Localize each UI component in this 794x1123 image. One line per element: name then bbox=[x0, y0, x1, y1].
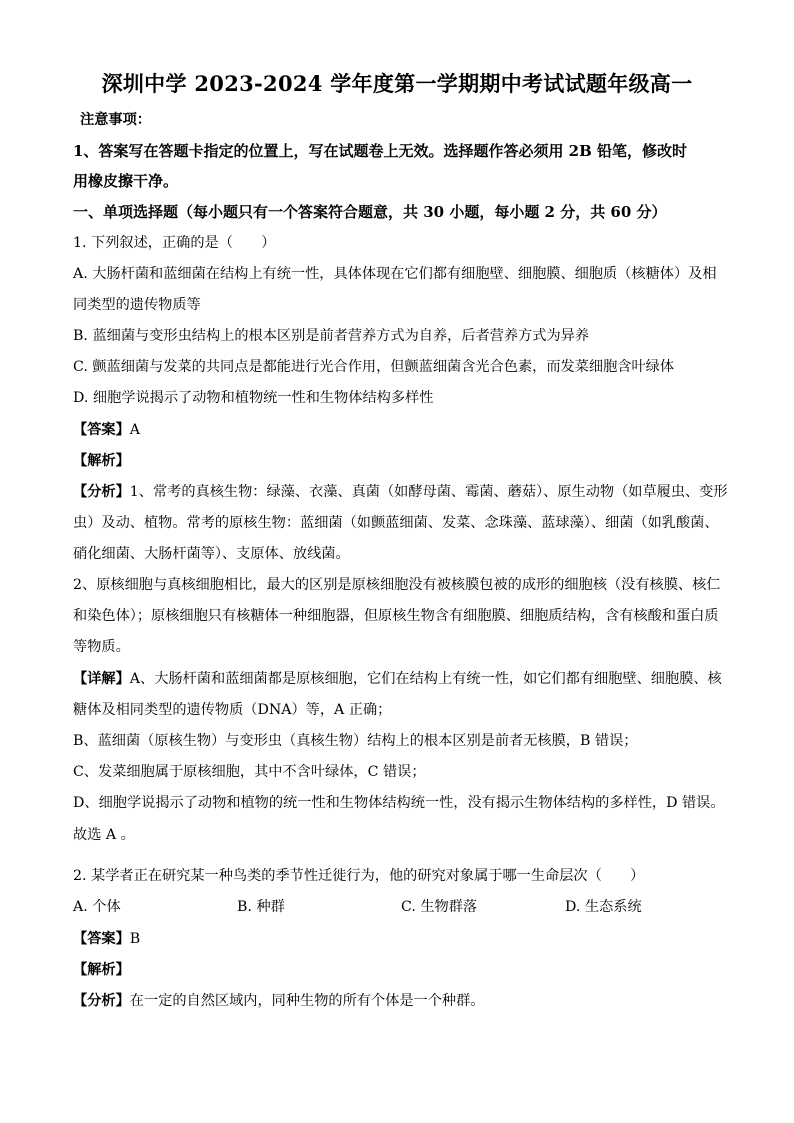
fenxi-tag: 【分析】 bbox=[73, 993, 130, 1009]
section-heading: 一、单项选择题（每小题只有一个答案符合题意，共 30 小题，每小题 2 分，共 60 分） bbox=[73, 203, 667, 221]
question-1-option-b: B. 蓝细菌与变形虫结构上的根本区别是前者营养方式为自养，后者营养方式为异养 bbox=[73, 328, 590, 344]
fenxi-tag: 【分析】 bbox=[73, 484, 130, 500]
analysis-line bbox=[73, 482, 733, 502]
question-1-stem: 1. 下列叙述，正确的是（ ） bbox=[73, 235, 276, 251]
question-1-answer bbox=[73, 420, 733, 440]
question-2-option-b: B. 种群 bbox=[237, 899, 285, 915]
question-2-analysis bbox=[73, 991, 733, 1011]
answer-tag: 【答案】 bbox=[73, 422, 130, 438]
analysis-line: 等物质。 bbox=[73, 639, 130, 655]
question-2-stem: 2. 某学者正在研究某一种鸟类的季节性迁徙行为，他的研究对象属于哪一生命层次（ ） bbox=[73, 868, 645, 884]
question-1-option-a-cont: 同类型的遗传物质等 bbox=[73, 297, 201, 313]
detail-text: A、大肠杆菌和蓝细菌都是原核细胞，它们在结构上有统一性，如它们都有细胞壁、细胞膜、核 bbox=[129, 671, 722, 687]
detail-line bbox=[73, 669, 733, 689]
detail-line: 故选 A 。 bbox=[73, 827, 135, 843]
question-1-option-a: A. 大肠杆菌和蓝细菌在结构上有统一性，具体体现在它们都有细胞壁、细胞膜、细胞质（核糖体）及相 bbox=[73, 266, 717, 282]
answer-tag: 【答案】 bbox=[73, 931, 130, 947]
detail-line: B、蓝细菌（原核生物）与变形虫（真核生物）结构上的根本区别是前者无核膜，B 错误； bbox=[73, 733, 638, 749]
question-2-option-c: C. 生物群落 bbox=[401, 899, 478, 915]
question-2-answer bbox=[73, 929, 733, 949]
analysis-line: 硝化细菌、大肠杆菌等）、支原体、放线菌。 bbox=[73, 546, 350, 562]
detail-line: C、发菜细胞属于原核细胞，其中不含叶绿体，C 错误； bbox=[73, 764, 426, 780]
notice-heading: 注意事项： bbox=[80, 112, 151, 128]
analysis-line: 虫）及动、植物。常考的原核生物：蓝细菌（如颤蓝细菌、发菜、念珠藻、蓝球藻）、细菌（如乳酸菌、 bbox=[73, 515, 719, 531]
detail-line: D、细胞学说揭示了动物和植物的统一性和生物体结构统一性，没有揭示生物体结构的多样性，D 错误。 bbox=[73, 795, 725, 811]
question-2-analysis-tag: 【解析】 bbox=[73, 962, 130, 978]
page-title: 深圳中学 2023-2024 学年度第一学期期中考试试题年级高一 bbox=[101, 71, 693, 96]
analysis-line: 2、原核细胞与真核细胞相比，最大的区别是原核细胞没有被核膜包被的成形的细胞核（没有核膜、核仁 bbox=[73, 577, 721, 593]
analysis-line: 和染色体）；原核细胞只有核糖体一种细胞器，但原核生物含有细胞膜、细胞质结构，含有核酸和蛋白质 bbox=[73, 608, 719, 624]
analysis-text: 在一定的自然区域内，同种生物的所有个体是一个种群。 bbox=[129, 993, 485, 1009]
question-1-option-c: C. 颤蓝细菌与发菜的共同点是都能进行光合作用，但颤蓝细菌含光合色素，而发菜细胞含叶绿体 bbox=[73, 359, 675, 375]
question-2-option-d: D. 生态系统 bbox=[565, 899, 642, 915]
question-1-option-d: D. 细胞学说揭示了动物和植物统一性和生物体结构多样性 bbox=[73, 390, 434, 406]
notice-line: 用橡皮擦干净。 bbox=[73, 172, 179, 190]
question-2-options bbox=[73, 897, 733, 917]
answer-value: B bbox=[129, 931, 141, 947]
notice-line: 1、答案写在答题卡指定的位置上，写在试题卷上无效。选择题作答必须用 2B 铅笔，修改时 bbox=[73, 142, 688, 160]
xiangjie-tag: 【详解】 bbox=[73, 671, 130, 687]
detail-line: 糖体及相同类型的遗传物质（DNA）等，A 正确； bbox=[73, 702, 392, 718]
answer-value: A bbox=[129, 422, 141, 438]
analysis-text: 1、常考的真核生物：绿藻、衣藻、真菌（如酵母菌、霉菌、蘑菇）、原生动物（如草履虫、变形 bbox=[129, 484, 728, 500]
question-2-option-a: A. 个体 bbox=[73, 899, 121, 915]
question-1-analysis-tag: 【解析】 bbox=[73, 453, 130, 469]
